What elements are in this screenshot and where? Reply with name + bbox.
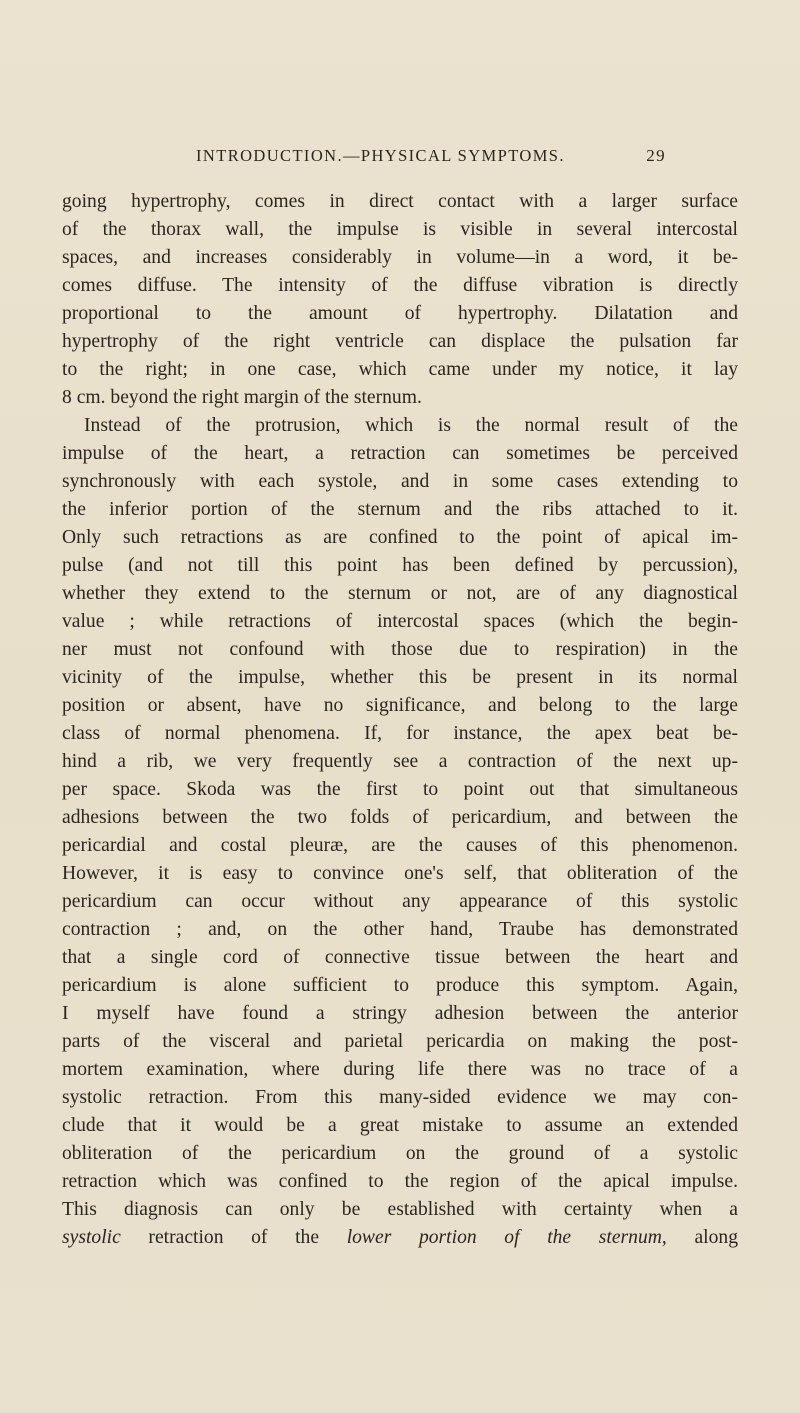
text-fragment: , along bbox=[661, 1227, 738, 1248]
running-header bbox=[196, 146, 666, 172]
text-line: per space. Skoda was the first to point out that simultaneous bbox=[62, 779, 738, 800]
text-line: hind a rib, we very frequently see a contraction of the next up- bbox=[62, 751, 738, 772]
text-line: pericardial and costal pleuræ, are the causes of this phenomenon. bbox=[62, 835, 738, 856]
text-line: ner must not confound with those due to respiration) in the bbox=[62, 639, 738, 660]
text-line: that a single cord of connective tissue between the heart and bbox=[62, 947, 738, 968]
text-line: vicinity of the impulse, whether this be present in its normal bbox=[62, 667, 738, 688]
text-line: whether they extend to the sternum or not, are of any diagnostical bbox=[62, 583, 738, 604]
text-line: adhesions between the two folds of pericardium, and between the bbox=[62, 807, 738, 828]
text-line: hypertrophy of the right ventricle can displace the pulsation far bbox=[62, 331, 738, 352]
text-line: pericardium can occur without any appearance of this systolic bbox=[62, 891, 738, 912]
text-line: contraction ; and, on the other hand, Traube has demonstrated bbox=[62, 919, 738, 940]
text-line: pericardium is alone sufficient to produce this symptom. Again, bbox=[62, 975, 738, 996]
text-fragment: retraction of the bbox=[120, 1227, 347, 1248]
italic-term: systolic bbox=[62, 1227, 121, 1248]
text-line: impulse of the heart, a retraction can sometimes be perceived bbox=[62, 443, 738, 464]
text-line: mortem examination, where during life there was no trace of a bbox=[62, 1059, 738, 1080]
text-line: value ; while retractions of intercostal spaces (which the begin- bbox=[62, 611, 738, 632]
text-line: class of normal phenomena. If, for instance, the apex beat be- bbox=[62, 723, 738, 744]
text-line: However, it is easy to convince one's self, that obliteration of the bbox=[62, 863, 738, 884]
text-line: comes diffuse. The intensity of the diffuse vibration is directly bbox=[62, 275, 738, 296]
text-line: obliteration of the pericardium on the ground of a systolic bbox=[62, 1143, 738, 1164]
text-line: position or absent, have no significance, and belong to the large bbox=[62, 695, 738, 716]
text-line: retraction which was confined to the region of the apical impulse. bbox=[62, 1171, 738, 1192]
text-line: synchronously with each systole, and in some cases extending to bbox=[62, 471, 738, 492]
text-line: clude that it would be a great mistake to assume an extended bbox=[62, 1115, 738, 1136]
page-number: 29 bbox=[646, 146, 666, 165]
paragraph-start: Instead of the protrusion, which is the normal result of the bbox=[84, 415, 738, 436]
text-line: going hypertrophy, comes in direct contact with a larger surface bbox=[62, 191, 738, 212]
header-title: INTRODUCTION.—PHYSICAL SYMPTOMS. bbox=[196, 146, 565, 165]
body-text bbox=[62, 188, 738, 1252]
text-line: 8 cm. beyond the right margin of the sternum. bbox=[62, 387, 422, 408]
text-line: proportional to the amount of hypertrophy. Dilatation and bbox=[62, 303, 738, 324]
text-line: to the right; in one case, which came under my notice, it lay bbox=[62, 359, 738, 380]
text-line: This diagnosis can only be established with certainty when a bbox=[62, 1199, 738, 1220]
text-line: systolic retraction. From this many-sided evidence we may con- bbox=[62, 1087, 738, 1108]
text-line: parts of the visceral and parietal pericardia on making the post- bbox=[62, 1031, 738, 1052]
text-line: spaces, and increases considerably in volume—in a word, it be- bbox=[62, 247, 738, 268]
text-line: of the thorax wall, the impulse is visible in several intercostal bbox=[62, 219, 738, 240]
text-line: Only such retractions as are confined to the point of apical im- bbox=[62, 527, 738, 548]
text-line: the inferior portion of the sternum and the ribs attached to it. bbox=[62, 499, 738, 520]
text-line: pulse (and not till this point has been defined by percussion), bbox=[62, 555, 738, 576]
text-line-mixed bbox=[62, 1224, 738, 1252]
italic-term: lower portion of the sternum bbox=[346, 1227, 662, 1248]
text-line: I myself have found a stringy adhesion between the anterior bbox=[62, 1003, 738, 1024]
